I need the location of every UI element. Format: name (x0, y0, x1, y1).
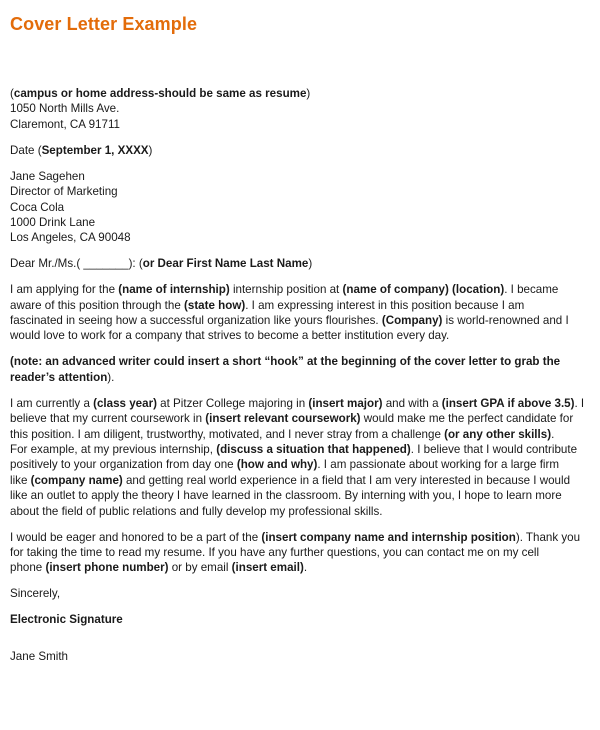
recipient-name: Jane Sagehen (10, 169, 85, 183)
salutation: Dear Mr./Ms.( _______): (or Dear First Name Last Name) (10, 257, 313, 271)
sender-street: 1050 North Mills Ave. (10, 102, 120, 116)
paragraph-qualifications: I am currently a (class year) at Pitzer College majoring in (insert major) and with a (insert GPA if above 3.5). I believe that my current coursework in (insert relevant coursework) would make me the perfect candidate for this position. I am diligent, trustworthy, motivated, and I never stray from a challenge (or any other skills). For example, at my previous internship, (discuss a situation that happened). I believe that I would contribute positively to your organization from day one (how and why). I am passionate about working for a large firm like (company name) and getting real world experience in a field that I am very interested in because I would like an outlet to apply the theory I have learned in the classroom. By interning with you, I hope to learn more about the field of public relations and fully develop my professional skills. (10, 396, 585, 518)
sender-city: Claremont, CA 91711 (10, 117, 120, 131)
recipient-company: Coca Cola (10, 200, 65, 214)
sender-address: (campus or home address-should be same as resume) 1050 North Mills Ave. Claremont, CA 91711 (10, 86, 595, 132)
writer-note: (note: an advanced writer could insert a short “hook” at the beginning of the cover letter to grab the reader’s attention). (10, 355, 561, 384)
recipient-address (10, 169, 595, 246)
signature: Electronic Signature (10, 613, 123, 627)
letter-date: Date (September 1, XXXX) (10, 143, 153, 157)
letter-body (10, 86, 595, 664)
paragraph-closing: I would be eager and honored to be a part of the (insert company name and internship position). Thank you for taking the time to read my resume. If you have any further questions, you can contact me on my cell phone (insert phone number) or by email (insert email). (10, 530, 581, 575)
sender-address-placeholder: campus or home address-should be same as resume (13, 87, 307, 100)
closing: Sincerely, (10, 587, 61, 601)
paragraph-intro: I am applying for the (name of internship) internship position at (name of company) (location). I became aware of this position through the (state how). I am expressing interest in this position because I am fascinated in seeing how a successful organization like yours flourishes. (Company) is world-renowned and I would love to work for a company that strives to become a better institution every day. (10, 283, 569, 343)
page-title: Cover Letter Example (10, 14, 198, 34)
recipient-city: Los Angeles, CA 90048 (10, 231, 131, 245)
recipient-title: Director of Marketing (10, 185, 118, 199)
recipient-street: 1000 Drink Lane (10, 215, 96, 229)
signer-name: Jane Smith (10, 649, 68, 663)
